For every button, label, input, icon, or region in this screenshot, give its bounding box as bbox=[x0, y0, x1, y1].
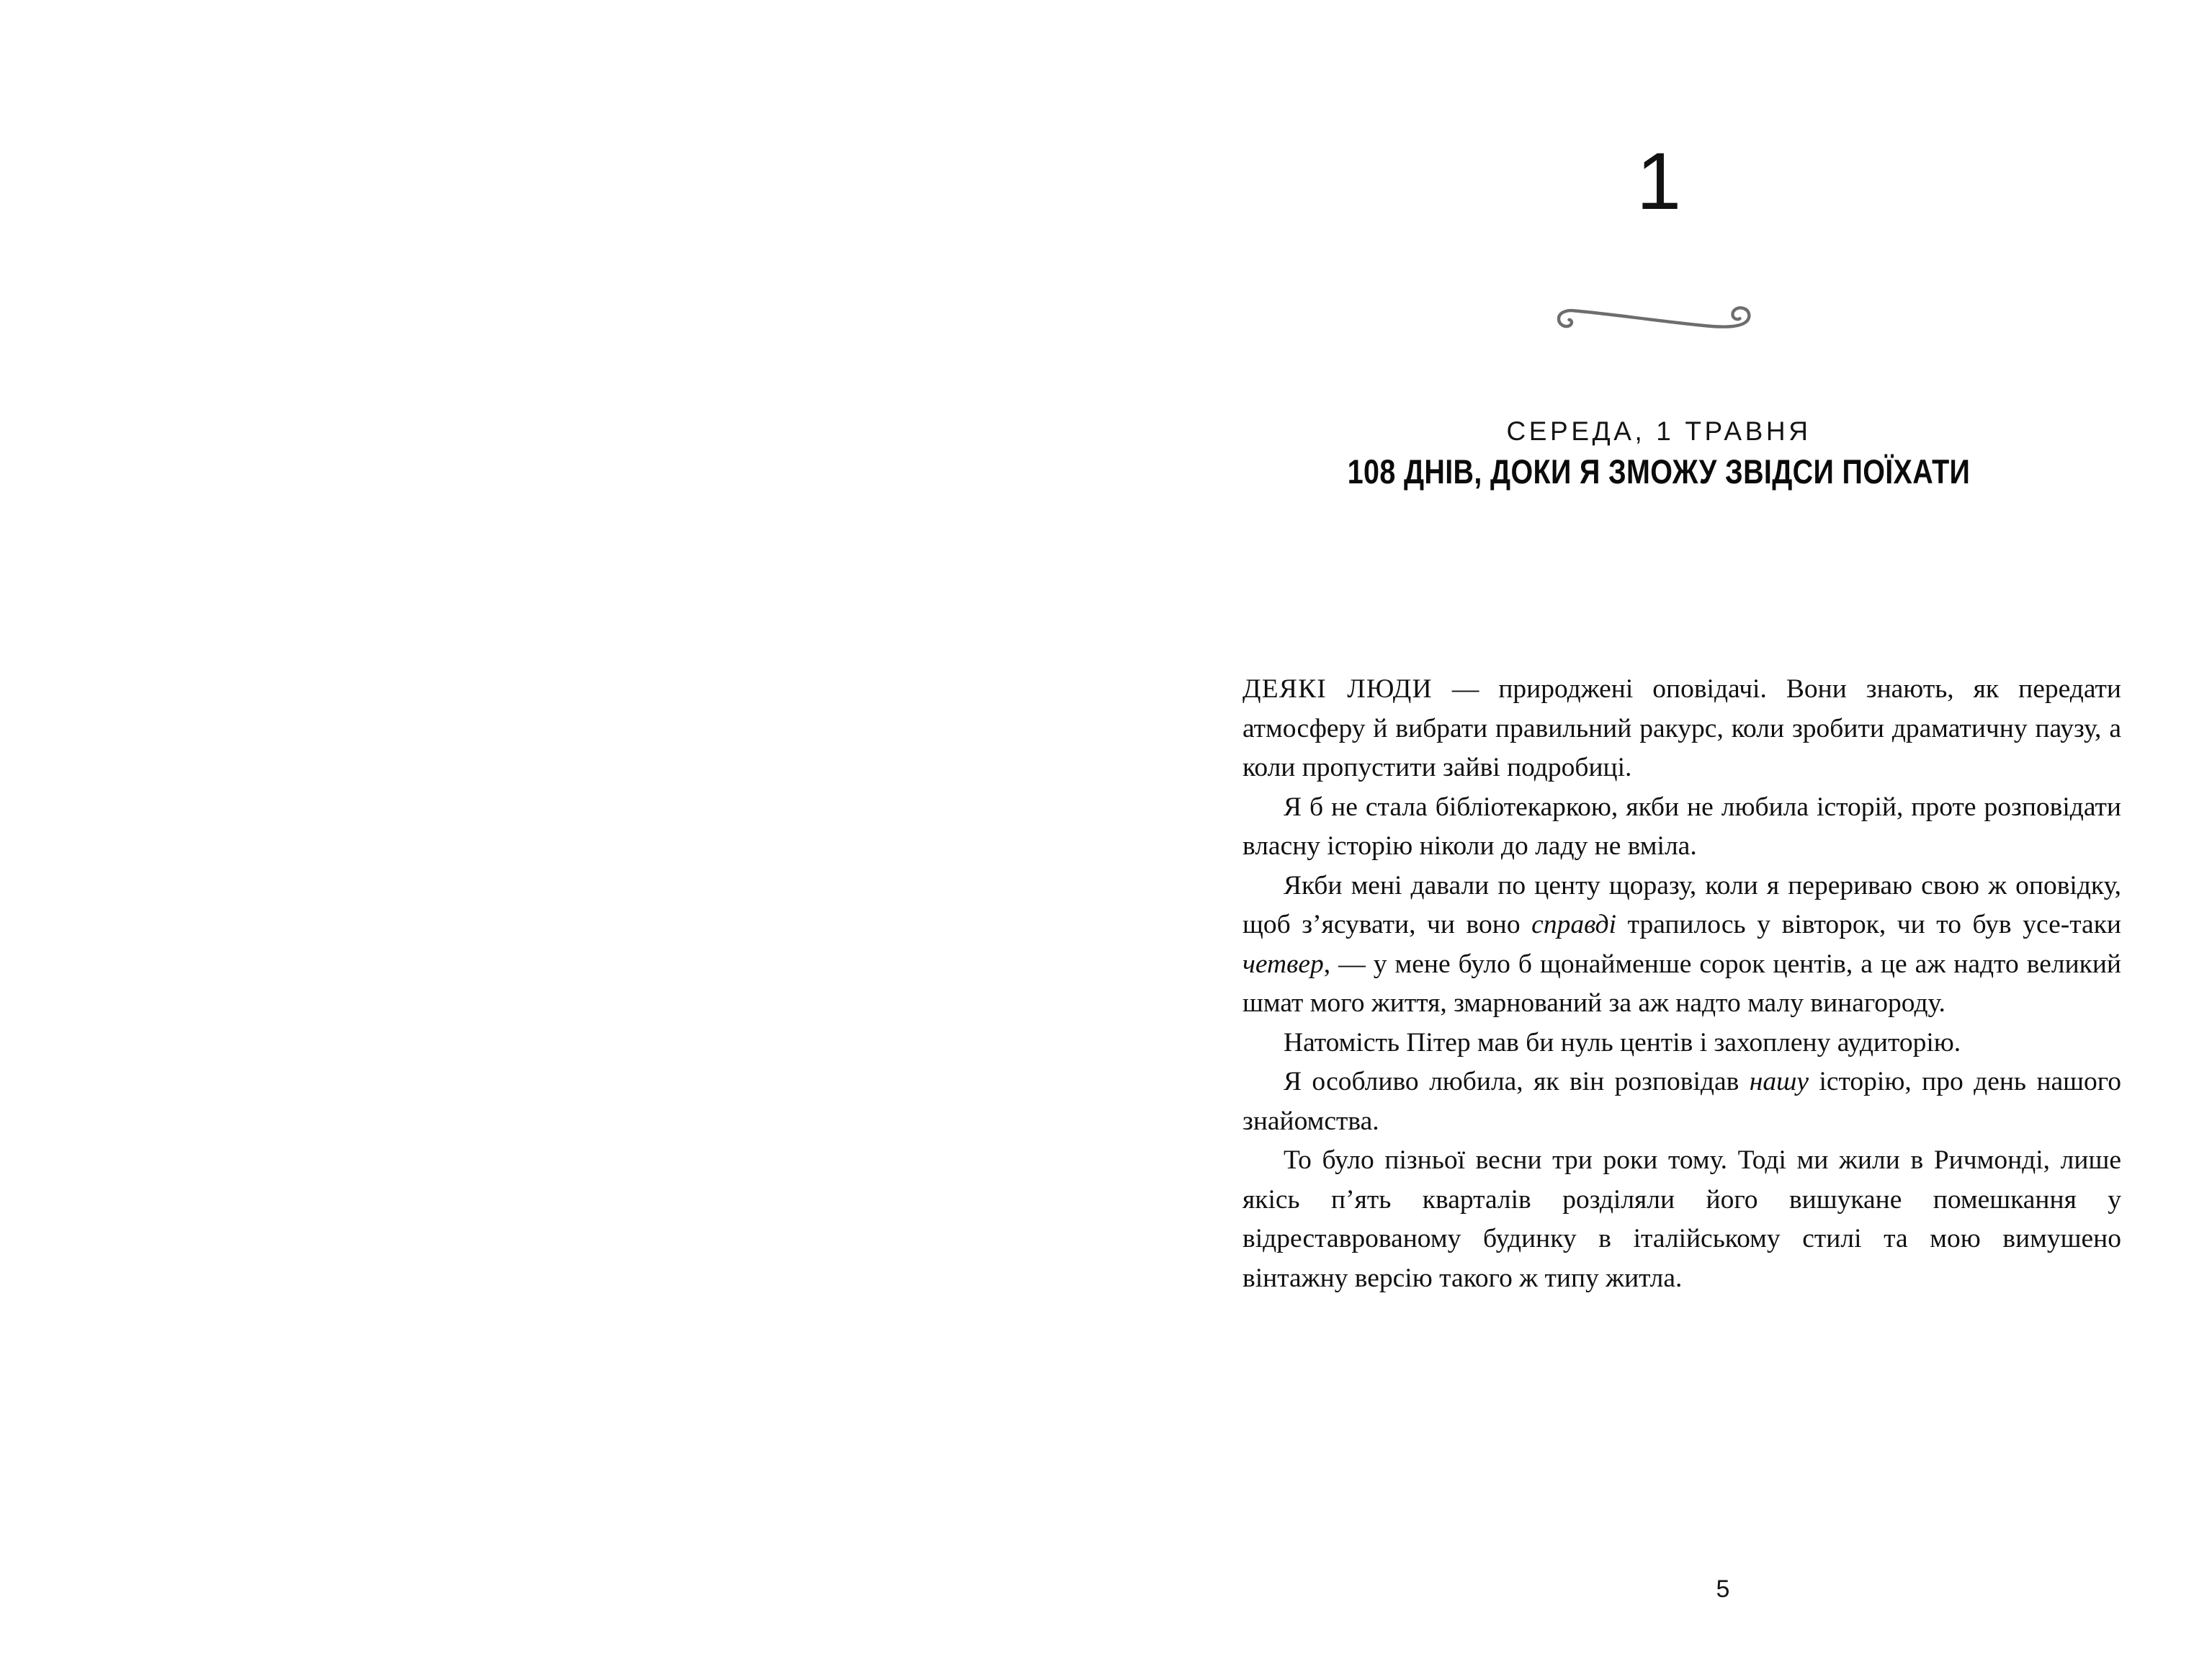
paragraph-text: — природжені оповідачі. Вони знають, як передати атмосферу й вибрати правильний ракурс, коли зробити драматичну паузу, а коли пропустити зайві подробиці. bbox=[1242, 674, 2121, 782]
paragraph-text: історію, про день нашого знайомства. bbox=[1242, 1067, 2121, 1136]
paragraph-text: То було пізньої весни три роки тому. Тоді ми жили в Ричмонді, лише якісь п’ять кварталів розділяли його вишукане помешкання у відреставрованому будинку в італійському стилі та мою вимушено вінтажну версію такого ж типу житла. bbox=[1242, 1145, 2121, 1293]
paragraph-text: Якби мені давали по центу щоразу, коли я перериваю свою ж оповідку, щоб з’ясувати, чи воно bbox=[1242, 870, 2121, 939]
chapter-number: 1 bbox=[1636, 136, 1682, 226]
body-paragraph bbox=[1242, 1063, 2121, 1141]
body-paragraph bbox=[1242, 670, 2121, 788]
body-text-column bbox=[1242, 670, 2121, 1298]
paragraph-text: Я б не стала бібліотекаркою, якби не любила історій, проте розповідати власну історію ніколи до ладу не вміла. bbox=[1242, 792, 2121, 861]
body-paragraph bbox=[1242, 1141, 2121, 1298]
emphasis-text: нашу bbox=[1749, 1067, 1809, 1096]
body-paragraph bbox=[1242, 1024, 2121, 1063]
body-paragraph bbox=[1242, 788, 2121, 867]
paragraph-text: Я особливо любила, як він розповідав bbox=[1284, 1067, 1750, 1096]
chapter-heading-countdown: 108 ДНІВ, ДОКИ Я ЗМОЖУ ЗВІДСИ ПОЇХАТИ bbox=[1347, 452, 1971, 491]
chapter-heading bbox=[1106, 415, 2212, 491]
page-recto-chapter-opening bbox=[1106, 0, 2212, 1659]
flourish-swash-divider-icon bbox=[1106, 294, 2212, 344]
paragraph-opening-caps: ДЕЯКІ ЛЮДИ bbox=[1242, 674, 1433, 704]
paragraph-text: , — у мене було б щонайменше сорок центів, а це аж надто великий шмат мого життя, змарнований за аж надто малу винагороду. bbox=[1242, 949, 2121, 1018]
page-number-value: 5 bbox=[1716, 1575, 1730, 1603]
chapter-heading-date: СЕРЕДА, 1 ТРАВНЯ bbox=[1506, 416, 1812, 446]
page-number bbox=[1106, 1575, 2212, 1604]
body-paragraph bbox=[1242, 867, 2121, 1024]
emphasis-text: справді bbox=[1531, 910, 1617, 939]
paragraph-text: Натомість Пітер мав би нуль центів і захоплену аудиторію. bbox=[1284, 1027, 1961, 1057]
paragraph-text: трапилось у вівторок, чи то був усе-таки bbox=[1616, 910, 2121, 939]
emphasis-text: четвер bbox=[1242, 949, 1324, 979]
